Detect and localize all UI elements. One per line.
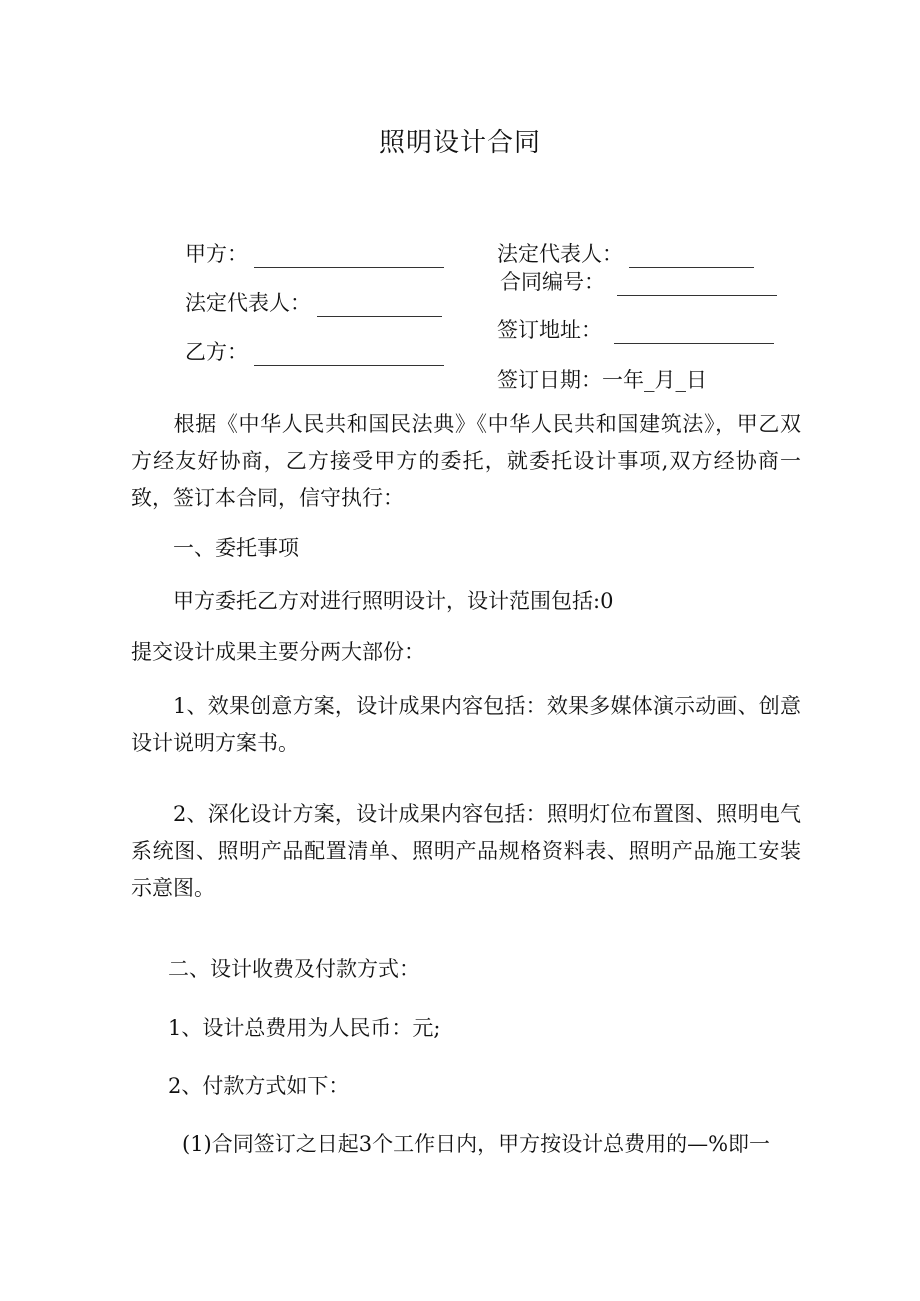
party-a-rep-label: 法定代表人： [185, 291, 311, 315]
section2-item2: 2、付款方式如下： [168, 1074, 350, 1098]
sign-date-text: 签订日期：一年_月_日 [497, 368, 707, 392]
party-b-field [185, 338, 444, 366]
section1-item1-text: 1、效果创意方案，设计成果内容包括：效果多媒体演示动画、创意设计说明方案书。 [131, 694, 801, 755]
right-rep-label: 法定代表人： [497, 242, 623, 266]
section1-item2 [131, 796, 801, 907]
party-b-blank[interactable] [254, 343, 444, 366]
section2-item1: 1、设计总费用为人民币：元; [168, 1016, 441, 1040]
contract-no-field [500, 268, 777, 296]
party-a-label: 甲方： [185, 242, 248, 266]
section1-item2-text: 2、深化设计方案，设计成果内容包括：照明灯位布置图、照明电气系统图、照明产品配置清单、照明产品规格资料表、照明产品施工安装示意图。 [131, 802, 801, 900]
section1-line1: 甲方委托乙方对进行照明设计，设计范围包括:0 [173, 589, 614, 613]
sign-date-field [497, 366, 707, 394]
sign-place-blank[interactable] [614, 321, 774, 344]
contract-no-label: 合同编号： [500, 270, 605, 294]
page-title: 照明设计合同 [378, 128, 541, 158]
section2-item3: (1)合同签订之日起3个工作日内，甲方按设计总费用的—%即一 [182, 1132, 771, 1156]
sign-place-field [497, 316, 774, 344]
party-a-field [185, 240, 444, 268]
intro-text: 根据《中华人民共和国民法典》《中华人民共和国建筑法》，甲乙双方经友好协商，乙方接受甲方的委托，就委托设计事项,双方经协商一致，签订本合同，信守执行： [131, 412, 801, 510]
intro-paragraph [131, 406, 801, 517]
section2-heading: 二、设计收费及付款方式： [168, 957, 420, 981]
section1-item1 [131, 688, 801, 762]
section1-heading: 一、委托事项 [173, 536, 299, 560]
right-rep-blank[interactable] [629, 245, 754, 268]
party-a-rep-blank[interactable] [317, 294, 442, 317]
right-rep-field [497, 240, 754, 268]
party-a-blank[interactable] [254, 245, 444, 268]
contract-no-blank[interactable] [617, 273, 777, 296]
sign-place-label: 签订地址： [497, 318, 602, 342]
party-a-rep-field [185, 289, 442, 317]
section1-line2: 提交设计成果主要分两大部份： [131, 640, 425, 664]
party-b-label: 乙方： [185, 340, 248, 364]
